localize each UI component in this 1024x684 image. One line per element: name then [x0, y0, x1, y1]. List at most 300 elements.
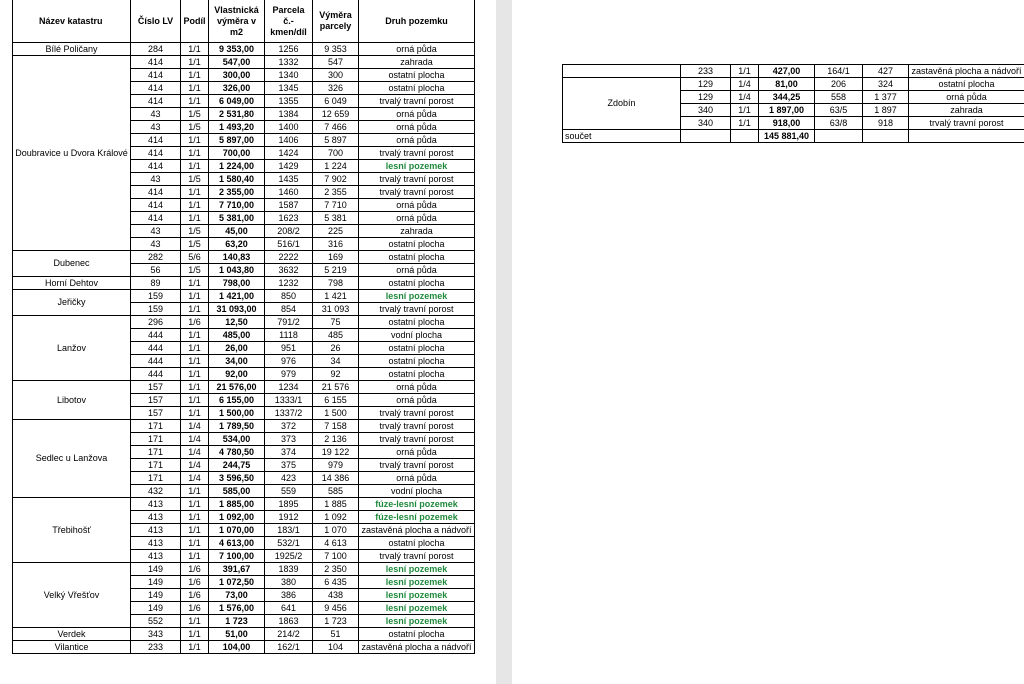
cell-vlastnicka-vymera: 1 885,00 — [209, 498, 265, 511]
cell-druh-pozemku: ostatní plocha — [359, 251, 475, 264]
table-row — [13, 563, 475, 576]
cell-vymera-parcely: 6 435 — [313, 576, 359, 589]
cell-vymera-parcely: 1 224 — [313, 160, 359, 173]
cell-druh-pozemku: trvalý travní porost — [359, 173, 475, 186]
cell-podil: 1/1 — [181, 615, 209, 628]
cell-vymera-parcely: 5 219 — [313, 264, 359, 277]
cell-cislo-lv: 414 — [131, 82, 181, 95]
cell-druh-pozemku: trvalý travní porost — [359, 433, 475, 446]
cell-vymera-parcely: 31 093 — [313, 303, 359, 316]
cell-druh-pozemku: trvalý travní porost — [359, 407, 475, 420]
cell-vymera-parcely: 104 — [313, 641, 359, 654]
cell-vlastnicka-vymera: 92,00 — [209, 368, 265, 381]
sum-value: 145 881,40 — [759, 130, 815, 143]
cell-cislo-lv: 171 — [131, 459, 181, 472]
cell-podil: 1/1 — [181, 407, 209, 420]
cell-vymera-parcely: 14 386 — [313, 472, 359, 485]
cell-vymera-parcely: 798 — [313, 277, 359, 290]
cell-podil: 1/1 — [181, 628, 209, 641]
cell-vlastnicka-vymera: 26,00 — [209, 342, 265, 355]
cell-cislo-lv: 413 — [131, 498, 181, 511]
cell-cislo-lv: 444 — [131, 355, 181, 368]
cell-vlastnicka-vymera: 1 500,00 — [209, 407, 265, 420]
table-row — [13, 641, 475, 654]
cell-vlastnicka-vymera: 4 780,50 — [209, 446, 265, 459]
cell-parcela: 380 — [265, 576, 313, 589]
cell-podil: 1/1 — [731, 65, 759, 78]
cell-vymera-parcely: 316 — [313, 238, 359, 251]
cell-druh-pozemku: orná půda — [359, 394, 475, 407]
cell-vymera-parcely: 2 355 — [313, 186, 359, 199]
cell-vlastnicka-vymera: 5 897,00 — [209, 134, 265, 147]
cell-podil: 1/1 — [181, 290, 209, 303]
cell-vymera-parcely: 1 421 — [313, 290, 359, 303]
cell-nazev-katastru — [563, 65, 681, 78]
cell-parcela: 951 — [265, 342, 313, 355]
cell-vlastnicka-vymera: 1 576,00 — [209, 602, 265, 615]
cell-cislo-lv: 157 — [131, 381, 181, 394]
cell-vymera-parcely: 9 456 — [313, 602, 359, 615]
cell-druh-pozemku: orná půda — [359, 212, 475, 225]
cell-cislo-lv: 340 — [681, 104, 731, 117]
cell-podil: 1/6 — [181, 576, 209, 589]
cell-parcela: 1406 — [265, 134, 313, 147]
cell-parcela: 641 — [265, 602, 313, 615]
cell-vlastnicka-vymera: 244,75 — [209, 459, 265, 472]
cell-druh-pozemku: ostatní plocha — [359, 537, 475, 550]
cell-druh-pozemku: trvalý travní porost — [909, 117, 1024, 130]
cell-vymera-parcely: 7 710 — [313, 199, 359, 212]
cell-podil: 1/1 — [181, 277, 209, 290]
cell-podil: 1/1 — [181, 537, 209, 550]
cell-cislo-lv: 149 — [131, 602, 181, 615]
cell-druh-pozemku: trvalý travní porost — [359, 147, 475, 160]
cell-cislo-lv: 149 — [131, 589, 181, 602]
table-row — [13, 420, 475, 433]
cell-nazev-katastru: Lanžov — [13, 316, 131, 381]
cell-druh-pozemku: ostatní plocha — [359, 277, 475, 290]
cell-podil: 1/6 — [181, 602, 209, 615]
cell-podil: 1/1 — [731, 104, 759, 117]
cell-cislo-lv: 171 — [131, 420, 181, 433]
cell-vlastnicka-vymera: 51,00 — [209, 628, 265, 641]
cell-parcela: 1623 — [265, 212, 313, 225]
cell-podil: 1/1 — [181, 485, 209, 498]
cell-vlastnicka-vymera: 391,67 — [209, 563, 265, 576]
cell-parcela: 1345 — [265, 82, 313, 95]
cell-vymera-parcely: 300 — [313, 69, 359, 82]
cell-parcela: 532/1 — [265, 537, 313, 550]
cell-cislo-lv: 43 — [131, 108, 181, 121]
cell-druh-pozemku: ostatní plocha — [359, 69, 475, 82]
cell-druh-pozemku: vodní plocha — [359, 329, 475, 342]
cell-cislo-lv: 171 — [131, 472, 181, 485]
cell-parcela: 208/2 — [265, 225, 313, 238]
table-row — [13, 498, 475, 511]
cell-vymera-parcely: 979 — [313, 459, 359, 472]
cell-druh-pozemku: ostatní plocha — [359, 316, 475, 329]
cell-parcela: 1839 — [265, 563, 313, 576]
cell-vymera-parcely: 2 136 — [313, 433, 359, 446]
cell-podil: 1/1 — [181, 212, 209, 225]
cell-vymera-parcely: 92 — [313, 368, 359, 381]
cell-vlastnicka-vymera: 1 789,50 — [209, 420, 265, 433]
cell-parcela: 854 — [265, 303, 313, 316]
cell-vlastnicka-vymera: 344,25 — [759, 91, 815, 104]
cell-parcela: 1118 — [265, 329, 313, 342]
cell-parcela: 1460 — [265, 186, 313, 199]
cell-podil: 1/1 — [181, 368, 209, 381]
header-cislo-lv: Číslo LV — [131, 0, 181, 43]
cell-vlastnicka-vymera: 4 613,00 — [209, 537, 265, 550]
cell-parcela: 1232 — [265, 277, 313, 290]
cell-vymera-parcely: 4 613 — [313, 537, 359, 550]
cell-parcela: 1332 — [265, 56, 313, 69]
cell-druh-pozemku: ostatní plocha — [359, 368, 475, 381]
cell-vlastnicka-vymera: 427,00 — [759, 65, 815, 78]
cell-cislo-lv: 552 — [131, 615, 181, 628]
cell-nazev-katastru: Dubenec — [13, 251, 131, 277]
cell-druh-pozemku: orná půda — [359, 134, 475, 147]
cell-vlastnicka-vymera: 1 723 — [209, 615, 265, 628]
cell-podil: 1/1 — [181, 329, 209, 342]
cell-parcela: 63/8 — [815, 117, 863, 130]
cell-cislo-lv: 43 — [131, 173, 181, 186]
cell-druh-pozemku: fúze-lesní pozemek — [359, 511, 475, 524]
cell-parcela: 1340 — [265, 69, 313, 82]
cell-nazev-katastru: Zdobín — [563, 78, 681, 130]
table-row — [13, 251, 475, 264]
cell-vymera-parcely: 1 092 — [313, 511, 359, 524]
cell-podil: 1/1 — [181, 56, 209, 69]
cell-vlastnicka-vymera: 81,00 — [759, 78, 815, 91]
cell-cislo-lv: 340 — [681, 117, 731, 130]
cell-podil: 1/4 — [181, 420, 209, 433]
cell-vymera-parcely: 485 — [313, 329, 359, 342]
cell-vlastnicka-vymera: 918,00 — [759, 117, 815, 130]
cell-cislo-lv: 414 — [131, 56, 181, 69]
cell-vymera-parcely: 51 — [313, 628, 359, 641]
cell-podil: 1/5 — [181, 173, 209, 186]
cell-nazev-katastru: Doubravice u Dvora Králové — [13, 56, 131, 251]
cell-podil: 1/1 — [181, 355, 209, 368]
cell-nazev-katastru: Horní Dehtov — [13, 277, 131, 290]
cell-vymera-parcely: 19 122 — [313, 446, 359, 459]
cell-vlastnicka-vymera: 7 100,00 — [209, 550, 265, 563]
cell-cislo-lv: 157 — [131, 394, 181, 407]
table-row — [13, 290, 475, 303]
cell-vlastnicka-vymera: 5 381,00 — [209, 212, 265, 225]
cell-podil: 1/1 — [181, 186, 209, 199]
cell-podil: 1/1 — [181, 95, 209, 108]
cell-vlastnicka-vymera: 1 493,20 — [209, 121, 265, 134]
cell-druh-pozemku: ostatní plocha — [909, 78, 1024, 91]
cell-podil: 1/1 — [731, 117, 759, 130]
cell-cislo-lv: 89 — [131, 277, 181, 290]
cell-cislo-lv: 43 — [131, 238, 181, 251]
cell-cislo-lv: 413 — [131, 524, 181, 537]
table-row — [13, 43, 475, 56]
cell-cislo-lv: 56 — [131, 264, 181, 277]
cell-vymera-parcely: 9 353 — [313, 43, 359, 56]
cell-vlastnicka-vymera: 798,00 — [209, 277, 265, 290]
cell-vlastnicka-vymera: 1 092,00 — [209, 511, 265, 524]
cell-druh-pozemku: ostatní plocha — [359, 628, 475, 641]
cell-podil: 1/4 — [731, 91, 759, 104]
cell-druh-pozemku: lesní pozemek — [359, 615, 475, 628]
cell-cislo-lv: 284 — [131, 43, 181, 56]
cell-podil: 1/6 — [181, 563, 209, 576]
cell-vlastnicka-vymera: 1 072,50 — [209, 576, 265, 589]
cell-vymera-parcely: 1 500 — [313, 407, 359, 420]
cell-druh-pozemku: zastavěná plocha a nádvoří — [359, 524, 475, 537]
sum-row — [563, 130, 1024, 143]
cell-druh-pozemku: lesní pozemek — [359, 160, 475, 173]
table-row — [13, 316, 475, 329]
cell-vymera-parcely: 7 466 — [313, 121, 359, 134]
cell-vymera-parcely: 547 — [313, 56, 359, 69]
cell-podil: 1/1 — [181, 524, 209, 537]
sum-empty-cell — [815, 130, 863, 143]
cell-vymera-parcely: 5 381 — [313, 212, 359, 225]
cell-vymera-parcely: 1 723 — [313, 615, 359, 628]
cell-parcela: 373 — [265, 433, 313, 446]
cell-nazev-katastru: Velký Vřešťov — [13, 563, 131, 628]
cell-vymera-parcely: 427 — [863, 65, 909, 78]
cell-druh-pozemku: orná půda — [359, 199, 475, 212]
cell-podil: 1/1 — [181, 134, 209, 147]
table-row — [13, 56, 475, 69]
cell-druh-pozemku: ostatní plocha — [359, 342, 475, 355]
cell-druh-pozemku: zahrada — [909, 104, 1024, 117]
cell-vlastnicka-vymera: 7 710,00 — [209, 199, 265, 212]
cell-druh-pozemku: lesní pozemek — [359, 576, 475, 589]
table-header-row — [13, 0, 475, 43]
table-row — [563, 78, 1024, 91]
cell-cislo-lv: 129 — [681, 91, 731, 104]
cell-vymera-parcely: 1 377 — [863, 91, 909, 104]
cell-cislo-lv: 233 — [681, 65, 731, 78]
cell-podil: 1/5 — [181, 264, 209, 277]
sum-label: součet — [563, 130, 681, 143]
cell-cislo-lv: 233 — [131, 641, 181, 654]
cell-druh-pozemku: zahrada — [359, 56, 475, 69]
cell-parcela: 162/1 — [265, 641, 313, 654]
cell-parcela: 1435 — [265, 173, 313, 186]
cell-druh-pozemku: trvalý travní porost — [359, 459, 475, 472]
cell-vymera-parcely: 169 — [313, 251, 359, 264]
cell-cislo-lv: 444 — [131, 329, 181, 342]
cell-parcela: 1400 — [265, 121, 313, 134]
cell-vlastnicka-vymera: 9 353,00 — [209, 43, 265, 56]
cell-vlastnicka-vymera: 73,00 — [209, 589, 265, 602]
cell-podil: 1/5 — [181, 238, 209, 251]
cell-druh-pozemku: trvalý travní porost — [359, 95, 475, 108]
cell-cislo-lv: 149 — [131, 576, 181, 589]
cell-vymera-parcely: 918 — [863, 117, 909, 130]
cell-druh-pozemku: ostatní plocha — [359, 82, 475, 95]
cell-parcela: 791/2 — [265, 316, 313, 329]
cell-cislo-lv: 413 — [131, 550, 181, 563]
cell-cislo-lv: 432 — [131, 485, 181, 498]
cell-vymera-parcely: 6 155 — [313, 394, 359, 407]
cell-druh-pozemku: lesní pozemek — [359, 563, 475, 576]
cell-cislo-lv: 159 — [131, 290, 181, 303]
cell-vlastnicka-vymera: 1 421,00 — [209, 290, 265, 303]
cell-vymera-parcely: 7 158 — [313, 420, 359, 433]
cell-parcela: 3632 — [265, 264, 313, 277]
cell-nazev-katastru: Vilantice — [13, 641, 131, 654]
cell-vlastnicka-vymera: 485,00 — [209, 329, 265, 342]
cell-parcela: 850 — [265, 290, 313, 303]
cell-vymera-parcely: 12 659 — [313, 108, 359, 121]
cell-vymera-parcely: 7 902 — [313, 173, 359, 186]
cell-nazev-katastru: Verdek — [13, 628, 131, 641]
cell-druh-pozemku: ostatní plocha — [359, 238, 475, 251]
cell-vlastnicka-vymera: 45,00 — [209, 225, 265, 238]
cell-druh-pozemku: orná půda — [359, 446, 475, 459]
cell-parcela: 386 — [265, 589, 313, 602]
cell-vymera-parcely: 6 049 — [313, 95, 359, 108]
cell-cislo-lv: 157 — [131, 407, 181, 420]
cell-vlastnicka-vymera: 1 070,00 — [209, 524, 265, 537]
cell-podil: 1/4 — [731, 78, 759, 91]
cell-parcela: 1333/1 — [265, 394, 313, 407]
cell-cislo-lv: 414 — [131, 134, 181, 147]
cell-podil: 1/1 — [181, 147, 209, 160]
cell-vymera-parcely: 585 — [313, 485, 359, 498]
cell-druh-pozemku: orná půda — [909, 91, 1024, 104]
cell-cislo-lv: 343 — [131, 628, 181, 641]
cell-parcela: 976 — [265, 355, 313, 368]
cell-podil: 1/4 — [181, 446, 209, 459]
cell-parcela: 1384 — [265, 108, 313, 121]
cell-parcela: 559 — [265, 485, 313, 498]
cell-vlastnicka-vymera: 2 531,80 — [209, 108, 265, 121]
cell-parcela: 1337/2 — [265, 407, 313, 420]
cell-cislo-lv: 414 — [131, 199, 181, 212]
cell-nazev-katastru: Jeřičky — [13, 290, 131, 316]
cell-parcela: 1234 — [265, 381, 313, 394]
cell-vlastnicka-vymera: 700,00 — [209, 147, 265, 160]
cell-vlastnicka-vymera: 326,00 — [209, 82, 265, 95]
cell-vlastnicka-vymera: 63,20 — [209, 238, 265, 251]
cell-podil: 1/6 — [181, 589, 209, 602]
cell-druh-pozemku: zastavěná plocha a nádvoří — [909, 65, 1024, 78]
cell-parcela: 206 — [815, 78, 863, 91]
cell-vymera-parcely: 438 — [313, 589, 359, 602]
cell-parcela: 979 — [265, 368, 313, 381]
cell-vymera-parcely: 1 070 — [313, 524, 359, 537]
cell-parcela: 1424 — [265, 147, 313, 160]
cell-vymera-parcely: 700 — [313, 147, 359, 160]
cell-podil: 1/5 — [181, 225, 209, 238]
cell-parcela: 1355 — [265, 95, 313, 108]
cell-cislo-lv: 444 — [131, 368, 181, 381]
cell-nazev-katastru: Sedlec u Lanžova — [13, 420, 131, 498]
cell-cislo-lv: 296 — [131, 316, 181, 329]
cell-vymera-parcely: 326 — [313, 82, 359, 95]
cell-cislo-lv: 444 — [131, 342, 181, 355]
parcel-table-continued-body — [563, 65, 1024, 143]
cell-parcela: 375 — [265, 459, 313, 472]
cell-druh-pozemku: zastavěná plocha a nádvoří — [359, 641, 475, 654]
cell-parcela: 1925/2 — [265, 550, 313, 563]
cell-vlastnicka-vymera: 34,00 — [209, 355, 265, 368]
cell-cislo-lv: 43 — [131, 225, 181, 238]
cell-cislo-lv: 43 — [131, 121, 181, 134]
cell-podil: 1/1 — [181, 511, 209, 524]
cell-vlastnicka-vymera: 534,00 — [209, 433, 265, 446]
parcel-table-body — [13, 43, 475, 654]
cell-vymera-parcely: 2 350 — [313, 563, 359, 576]
cell-cislo-lv: 129 — [681, 78, 731, 91]
cell-vlastnicka-vymera: 1 224,00 — [209, 160, 265, 173]
cell-cislo-lv: 413 — [131, 537, 181, 550]
cell-druh-pozemku: ostatní plocha — [359, 355, 475, 368]
cell-cislo-lv: 171 — [131, 446, 181, 459]
cell-vlastnicka-vymera: 300,00 — [209, 69, 265, 82]
cell-vlastnicka-vymera: 6 155,00 — [209, 394, 265, 407]
cell-parcela: 63/5 — [815, 104, 863, 117]
cell-vymera-parcely: 1 885 — [313, 498, 359, 511]
parcel-table — [12, 0, 475, 654]
cell-druh-pozemku: zahrada — [359, 225, 475, 238]
header-vymera-parcely: Výměra parcely — [313, 0, 359, 43]
cell-podil: 1/1 — [181, 381, 209, 394]
cell-vlastnicka-vymera: 1 580,40 — [209, 173, 265, 186]
header-podil: Podíl — [181, 0, 209, 43]
cell-vlastnicka-vymera: 1 043,80 — [209, 264, 265, 277]
cell-podil: 1/1 — [181, 43, 209, 56]
cell-vymera-parcely: 5 897 — [313, 134, 359, 147]
cell-cislo-lv: 159 — [131, 303, 181, 316]
table-row — [13, 277, 475, 290]
cell-vymera-parcely: 1 897 — [863, 104, 909, 117]
header-vlastnicka-vymera: Vlastnická výměra v m2 — [209, 0, 265, 43]
cell-parcela: 558 — [815, 91, 863, 104]
cell-nazev-katastru: Libotov — [13, 381, 131, 420]
sum-empty-cell — [909, 130, 1024, 143]
cell-druh-pozemku: orná půda — [359, 108, 475, 121]
cell-druh-pozemku: fúze-lesní pozemek — [359, 498, 475, 511]
cell-podil: 1/4 — [181, 433, 209, 446]
cell-podil: 1/4 — [181, 472, 209, 485]
cell-parcela: 1895 — [265, 498, 313, 511]
cell-cislo-lv: 414 — [131, 69, 181, 82]
cell-nazev-katastru: Třebihošť — [13, 498, 131, 563]
page-gap — [496, 0, 512, 684]
cell-druh-pozemku: orná půda — [359, 472, 475, 485]
header-druh-pozemku: Druh pozemku — [359, 0, 475, 43]
cell-podil: 1/1 — [181, 498, 209, 511]
cell-vlastnicka-vymera: 585,00 — [209, 485, 265, 498]
sum-empty-cell — [863, 130, 909, 143]
cell-druh-pozemku: orná půda — [359, 264, 475, 277]
cell-druh-pozemku: vodní plocha — [359, 485, 475, 498]
cell-vymera-parcely: 7 100 — [313, 550, 359, 563]
cell-vymera-parcely: 225 — [313, 225, 359, 238]
cell-cislo-lv: 414 — [131, 186, 181, 199]
cell-podil: 1/1 — [181, 82, 209, 95]
sum-empty-cell — [731, 130, 759, 143]
table-row — [563, 65, 1024, 78]
cell-podil: 1/5 — [181, 121, 209, 134]
header-nazev-katastru: Název katastru — [13, 0, 131, 43]
cell-parcela: 214/2 — [265, 628, 313, 641]
cell-parcela: 1429 — [265, 160, 313, 173]
cell-parcela: 183/1 — [265, 524, 313, 537]
